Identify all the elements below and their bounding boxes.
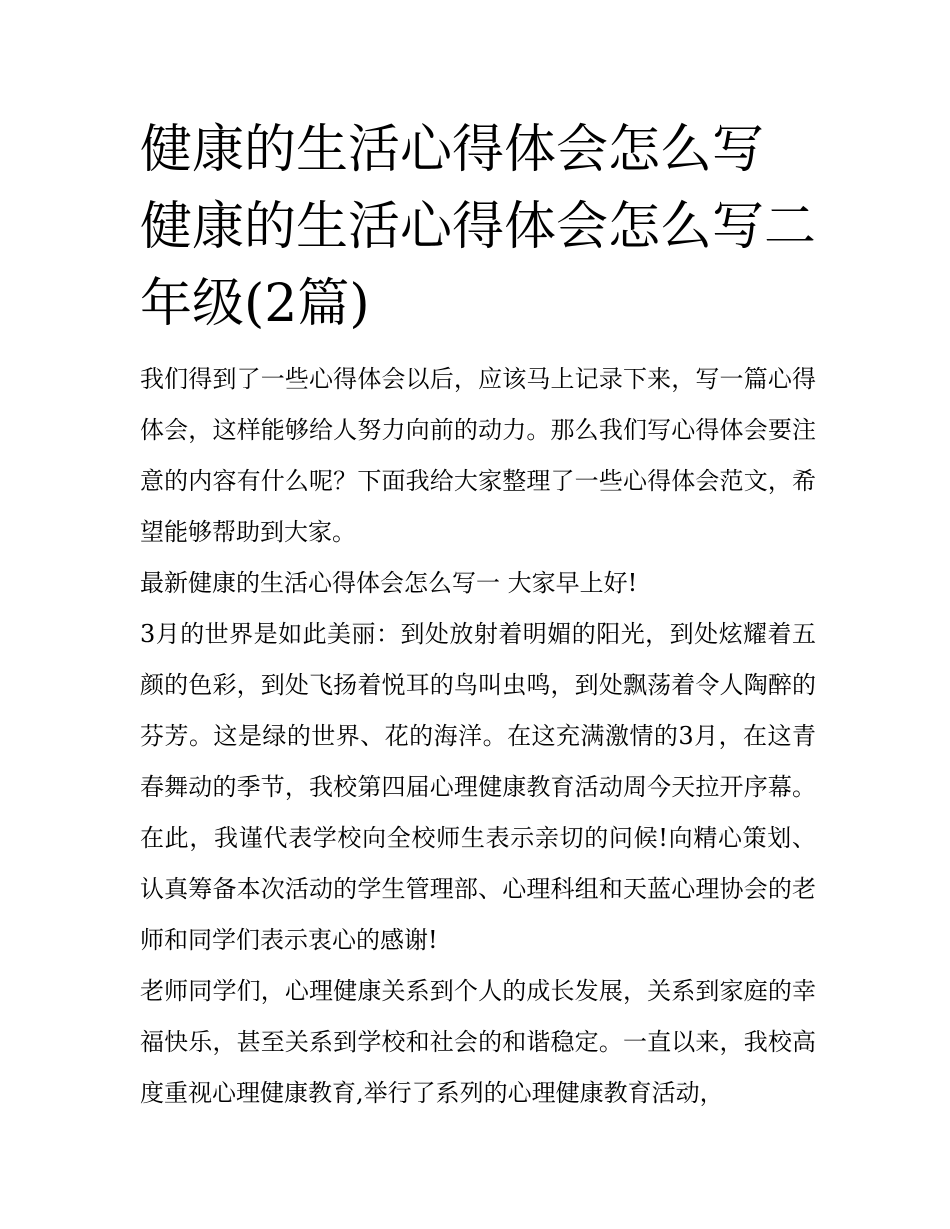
intro-paragraph: 我们得到了一些心得体会以后，应该马上记录下来，写一篇心得体会，这样能够给人努力向前的动力。那么我们写心得体会要注意的内容有什么呢？下面我给大家整理了一些心得体会范文，希望能够帮助到大家。	[140, 365, 816, 546]
document-body	[140, 354, 816, 1119]
body-paragraph: 老师同学们，心理健康关系到个人的成长发展，关系到家庭的幸福快乐，甚至关系到学校和社会的和谐稳定。一直以来，我校高度重视心理健康教育,举行了系列的心理健康教育活动，	[140, 977, 816, 1107]
document-title: 健康的生活心得体会怎么写 健康的生活心得体会怎么写二年级(2篇)	[140, 120, 817, 334]
section-heading-paragraph: 最新健康的生活心得体会怎么写一 大家早上好!	[140, 569, 638, 597]
body-paragraph: 3月的世界是如此美丽：到处放射着明媚的阳光，到处炫耀着五颜的色彩，到处飞扬着悦耳的鸟叫虫鸣，到处飘荡着令人陶醉的芬芳。这是绿的世界、花的海洋。在这充满激情的3月，在这青春舞动的季节，我校第四届心理健康教育活动周今天拉开序幕。在此，我谨代表学校向全校师生表示亲切的问候!向精心策划、认真筹备本次活动的学生管理部、心理科组和天蓝心理协会的老师和同学们表示衷心的感谢!	[140, 620, 816, 954]
